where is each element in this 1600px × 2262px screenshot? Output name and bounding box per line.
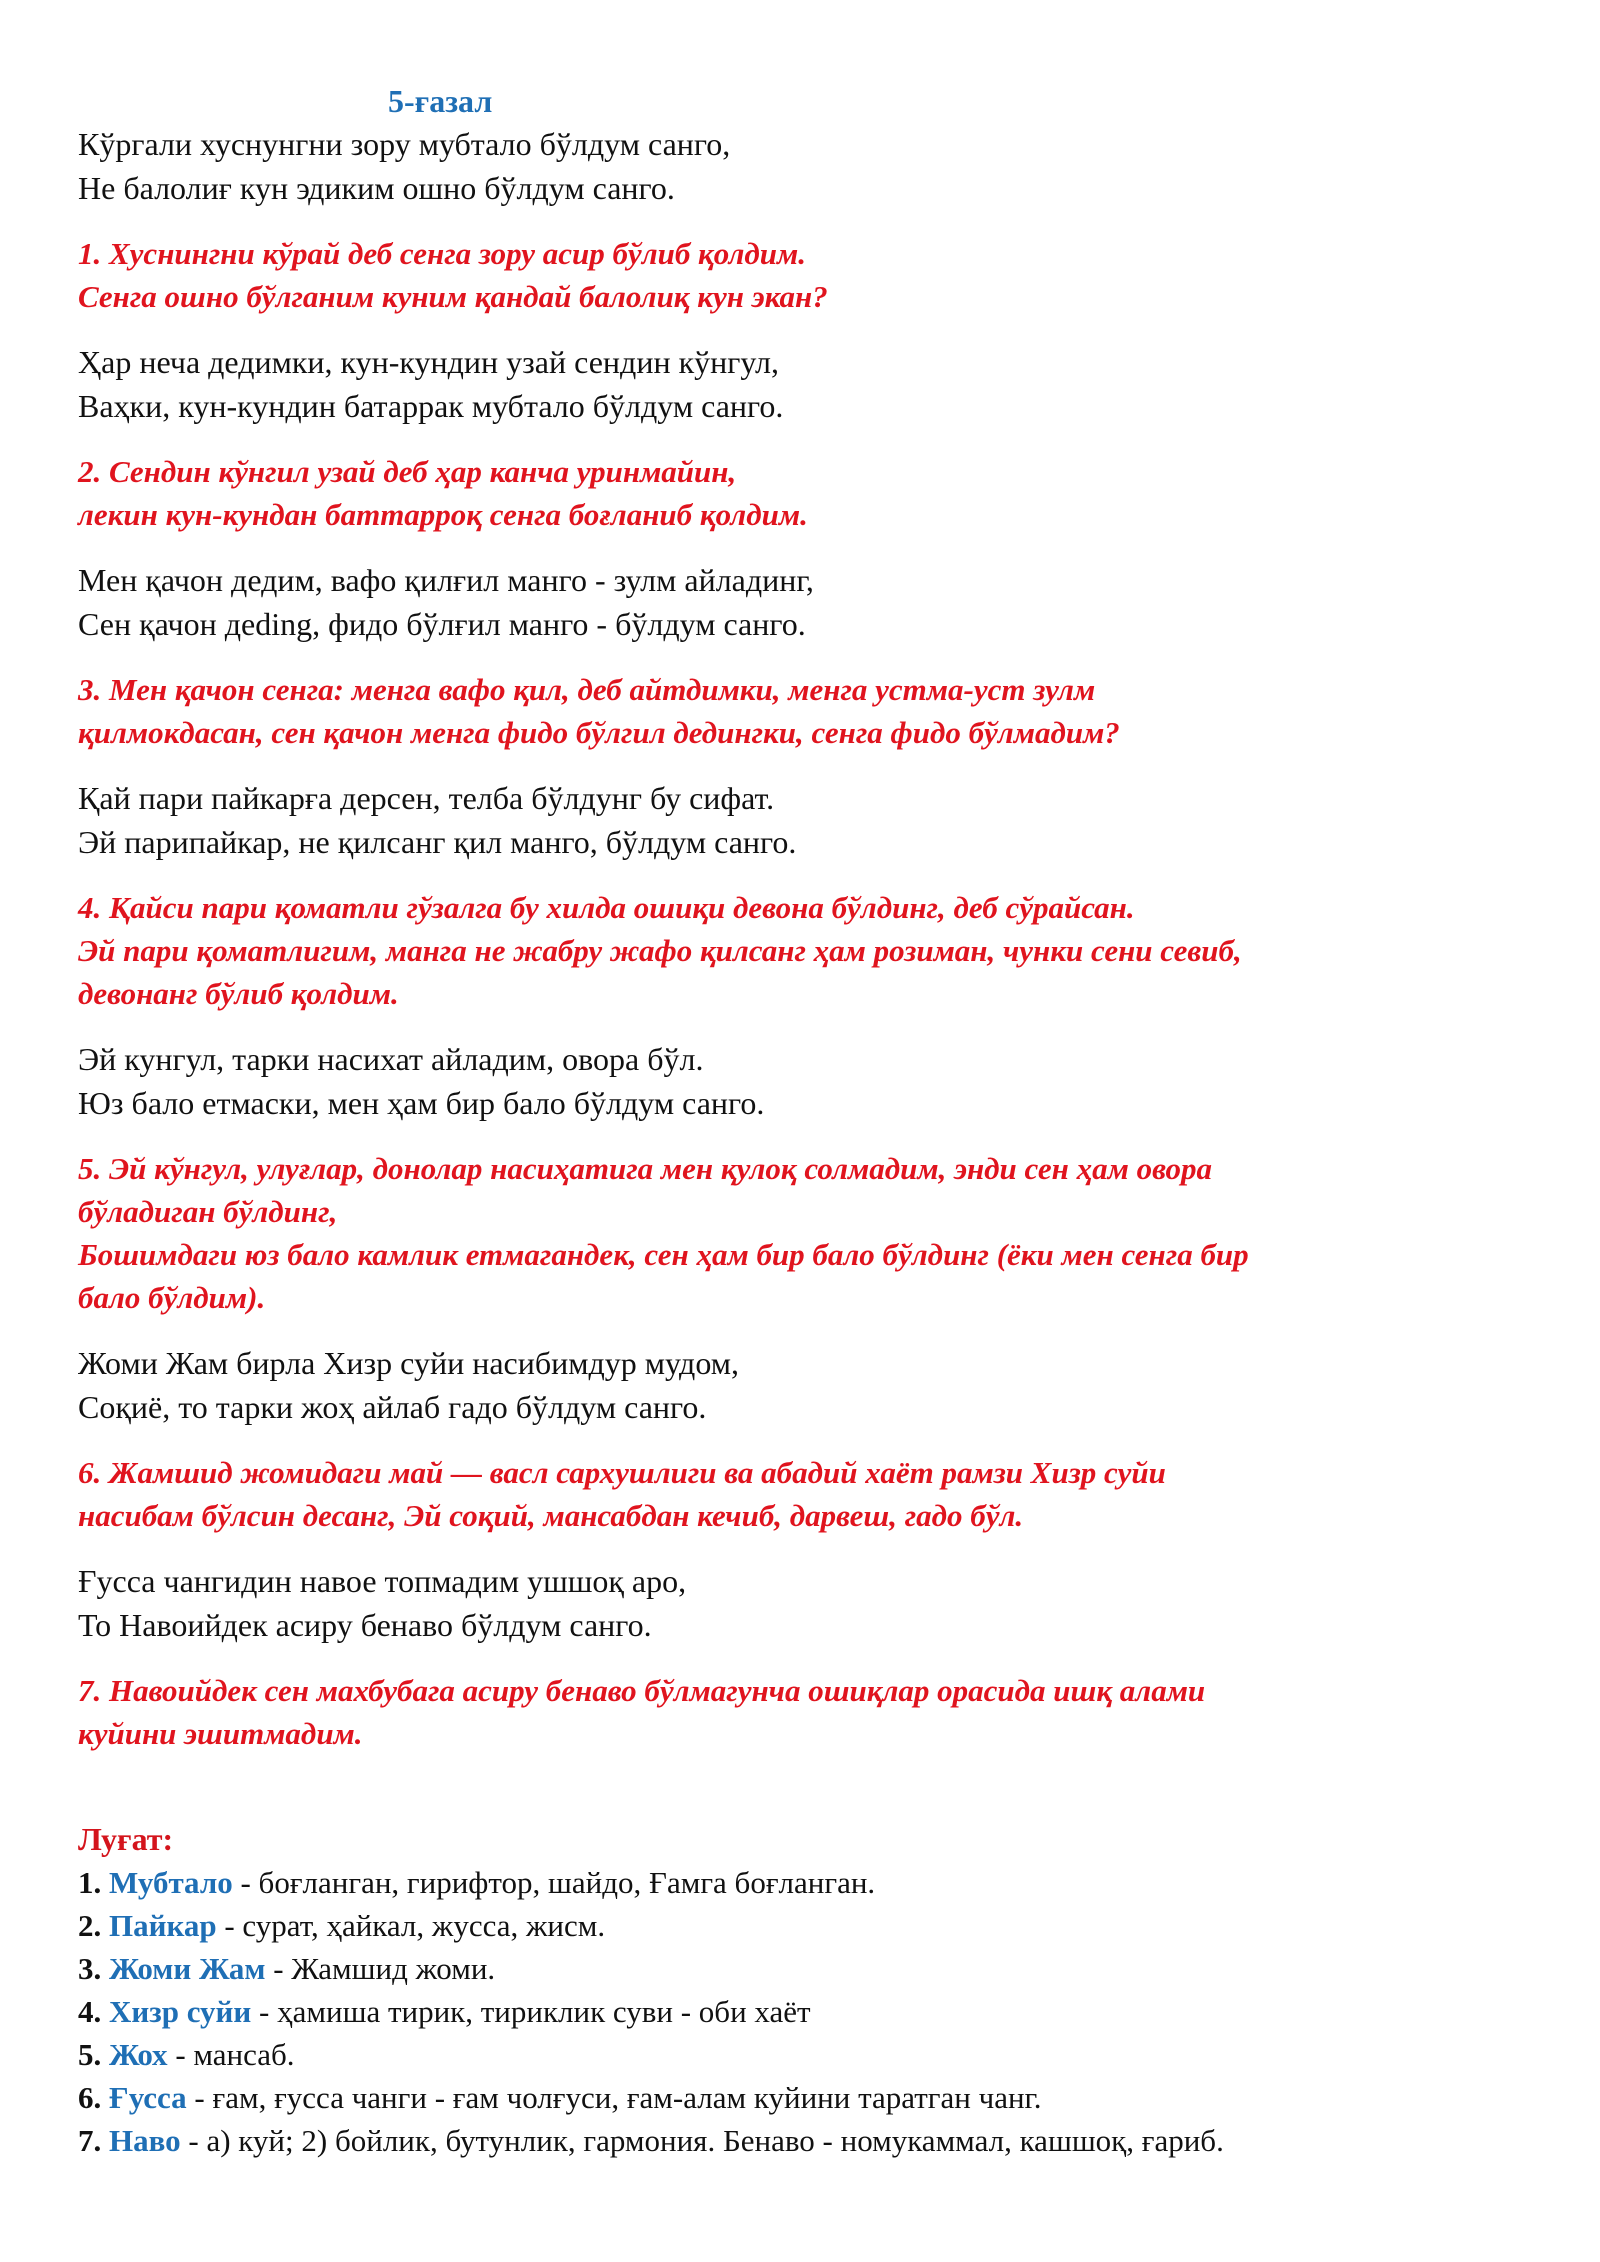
interpretation <box>78 1147 1538 1319</box>
interpretation-line: 3. Мен қачон сенга: менга вафо қил, деб айтдимки, менга устма-уст зулм <box>78 672 1096 707</box>
verse-line: Ғусса чангидин навое топмадим ушшоқ аро, <box>78 1563 687 1599</box>
glossary-term: Ғусса <box>109 2080 187 2115</box>
verse-line: Сен қачон деding, фидо бўлғил манго - бўлдум санго. <box>78 606 806 642</box>
interpretation-line: Сенга ошно бўлганим куним қандай балолиқ кун экан? <box>78 279 828 314</box>
glossary-list <box>78 1861 1538 2162</box>
glossary-heading: Луғат: <box>78 1821 174 1857</box>
document-page <box>78 80 1538 2162</box>
glossary-item <box>78 1861 1538 1904</box>
glossary-number: 7. <box>78 2123 102 2158</box>
glossary-item <box>78 2033 1538 2076</box>
verse-couplet <box>78 558 1538 646</box>
glossary-number: 5. <box>78 2037 102 2072</box>
verse-line: Эй кунгул, тарки насихат айладим, овора бўл. <box>78 1041 704 1077</box>
interpretation <box>78 886 1538 1015</box>
glossary-definition: - боғланган, гирифтор, шайдо, Ғамга боғланган. <box>232 1865 876 1900</box>
glossary-item <box>78 1990 1538 2033</box>
interpretation <box>78 1451 1538 1537</box>
interpretation-line: насибам бўлсин десанг, Эй соқий, мансабдан кечиб, дарвеш, гадо бўл. <box>78 1498 1024 1533</box>
interpretation-line: бўладиган бўлдинг, <box>78 1194 338 1229</box>
interpretation-line: 7. Навоийдек сен махбубага асиру бенаво бўлмагунча ошиқлар орасида ишқ алами <box>78 1673 1206 1708</box>
verse-line: Ваҳки, кун-кундин батаррак мубтало бўлдум санго. <box>78 388 784 424</box>
verse-line: Қай пари пайкарға дерсен, телба бўлдунг бу сифат. <box>78 780 775 816</box>
verse-couplet <box>78 340 1538 428</box>
interpretation-line: 6. Жамшид жомидаги май — васл сархушлиги ва абадий хаёт рамзи Хизр суйи <box>78 1455 1166 1490</box>
verse-line: То Навоийдек асиру бенаво бўлдум санго. <box>78 1607 652 1643</box>
glossary-term: Пайкар <box>109 1908 217 1943</box>
interpretation-line: 2. Сендин кўнгил узай деб ҳар канча уринмайин, <box>78 454 737 489</box>
interpretation-line: бало бўлдим). <box>78 1280 266 1315</box>
interpretation-line: 1. Хуснингни кўрай деб сенга зору асир бўлиб қолдим. <box>78 236 807 271</box>
verse-line: Эй парипайкар, не қилсанг қил манго, бўлдум санго. <box>78 824 797 860</box>
verse-line: Жоми Жам бирла Хизр суйи насибимдур мудом, <box>78 1345 739 1381</box>
interpretation-line: қилмокдасан, сен қачон менга фидо бўлгил дедингки, сенга фидо бўлмадим? <box>78 715 1120 750</box>
glossary-item <box>78 1947 1538 1990</box>
glossary-item <box>78 2076 1538 2119</box>
glossary-number: 1. <box>78 1865 102 1900</box>
verse-couplet <box>78 1341 1538 1429</box>
interpretation-line: 5. Эй кўнгул, улуғлар, донолар насиҳатига мен қулоқ солмадим, энди сен ҳам овора <box>78 1151 1213 1186</box>
glossary-term: Мубтало <box>109 1865 233 1900</box>
verse-couplet <box>78 776 1538 864</box>
glossary-definition: - ғам, ғусса чанги - ғам чолғуси, ғам-алам куйини таратган чанг. <box>186 2080 1042 2115</box>
page-title: 5-ғазал <box>388 83 493 119</box>
glossary <box>78 1817 1538 2162</box>
verse-couplet <box>78 1037 1538 1125</box>
glossary-definition: - Жамшид жоми. <box>265 1951 496 1986</box>
glossary-number: 6. <box>78 2080 102 2115</box>
glossary-number: 2. <box>78 1908 102 1943</box>
interpretation <box>78 1669 1538 1755</box>
glossary-item <box>78 2119 1538 2162</box>
glossary-definition: - мансаб. <box>167 2037 295 2072</box>
interpretation-line: 4. Қайси пари қоматли гўзалга бу хилда ошиқи девона бўлдинг, деб сўрайсан. <box>78 890 1135 925</box>
ghazal-body <box>78 122 1538 1755</box>
interpretation-line: Бошимдаги юз бало камлик етмагандек, сен ҳам бир бало бўлдинг (ёки мен сенга бир <box>78 1237 1249 1272</box>
interpretation-line: девонанг бўлиб қолдим. <box>78 976 399 1011</box>
verse-line: Юз бало етмаски, мен ҳам бир бало бўлдум санго. <box>78 1085 765 1121</box>
verse-couplet <box>78 122 1538 210</box>
interpretation-line: Эй пари қоматлигим, манга не жабру жафо қилсанг ҳам розиман, чунки сени севиб, <box>78 933 1242 968</box>
verse-line: Кўргали хуснунгни зору мубтало бўлдум санго, <box>78 126 731 162</box>
glossary-term: Жоми Жам <box>109 1951 266 1986</box>
verse-line: Соқиё, то тарки жоҳ айлаб гадо бўлдум санго. <box>78 1389 707 1425</box>
glossary-definition: - сурат, ҳайкал, жусса, жисм. <box>216 1908 606 1943</box>
glossary-definition: - ҳамиша тирик, тириклик суви - оби хаёт <box>251 1994 811 2029</box>
glossary-number: 3. <box>78 1951 102 1986</box>
glossary-term: Наво <box>109 2123 181 2158</box>
interpretation <box>78 668 1538 754</box>
interpretation <box>78 232 1538 318</box>
interpretation-line: лекин кун-кундан баттарроқ сенга боғланиб қолдим. <box>78 497 808 532</box>
interpretation <box>78 450 1538 536</box>
glossary-term: Хизр суйи <box>109 1994 252 2029</box>
verse-line: Не балолиғ кун эдиким ошно бўлдум санго. <box>78 170 675 206</box>
verse-line: Мен қачон дедим, вафо қилғил манго - зулм айладинг, <box>78 562 814 598</box>
verse-couplet <box>78 1559 1538 1647</box>
glossary-term: Жох <box>109 2037 168 2072</box>
glossary-number: 4. <box>78 1994 102 2029</box>
verse-line: Ҳар неча дедимки, кун-кундин узай сендин кўнгул, <box>78 344 779 380</box>
glossary-definition: - а) куй; 2) бойлик, бутунлик, гармония. Бенаво - номукаммал, кашшоқ, ғариб. <box>180 2123 1224 2158</box>
interpretation-line: куйини эшитмадим. <box>78 1716 363 1751</box>
glossary-item <box>78 1904 1538 1947</box>
